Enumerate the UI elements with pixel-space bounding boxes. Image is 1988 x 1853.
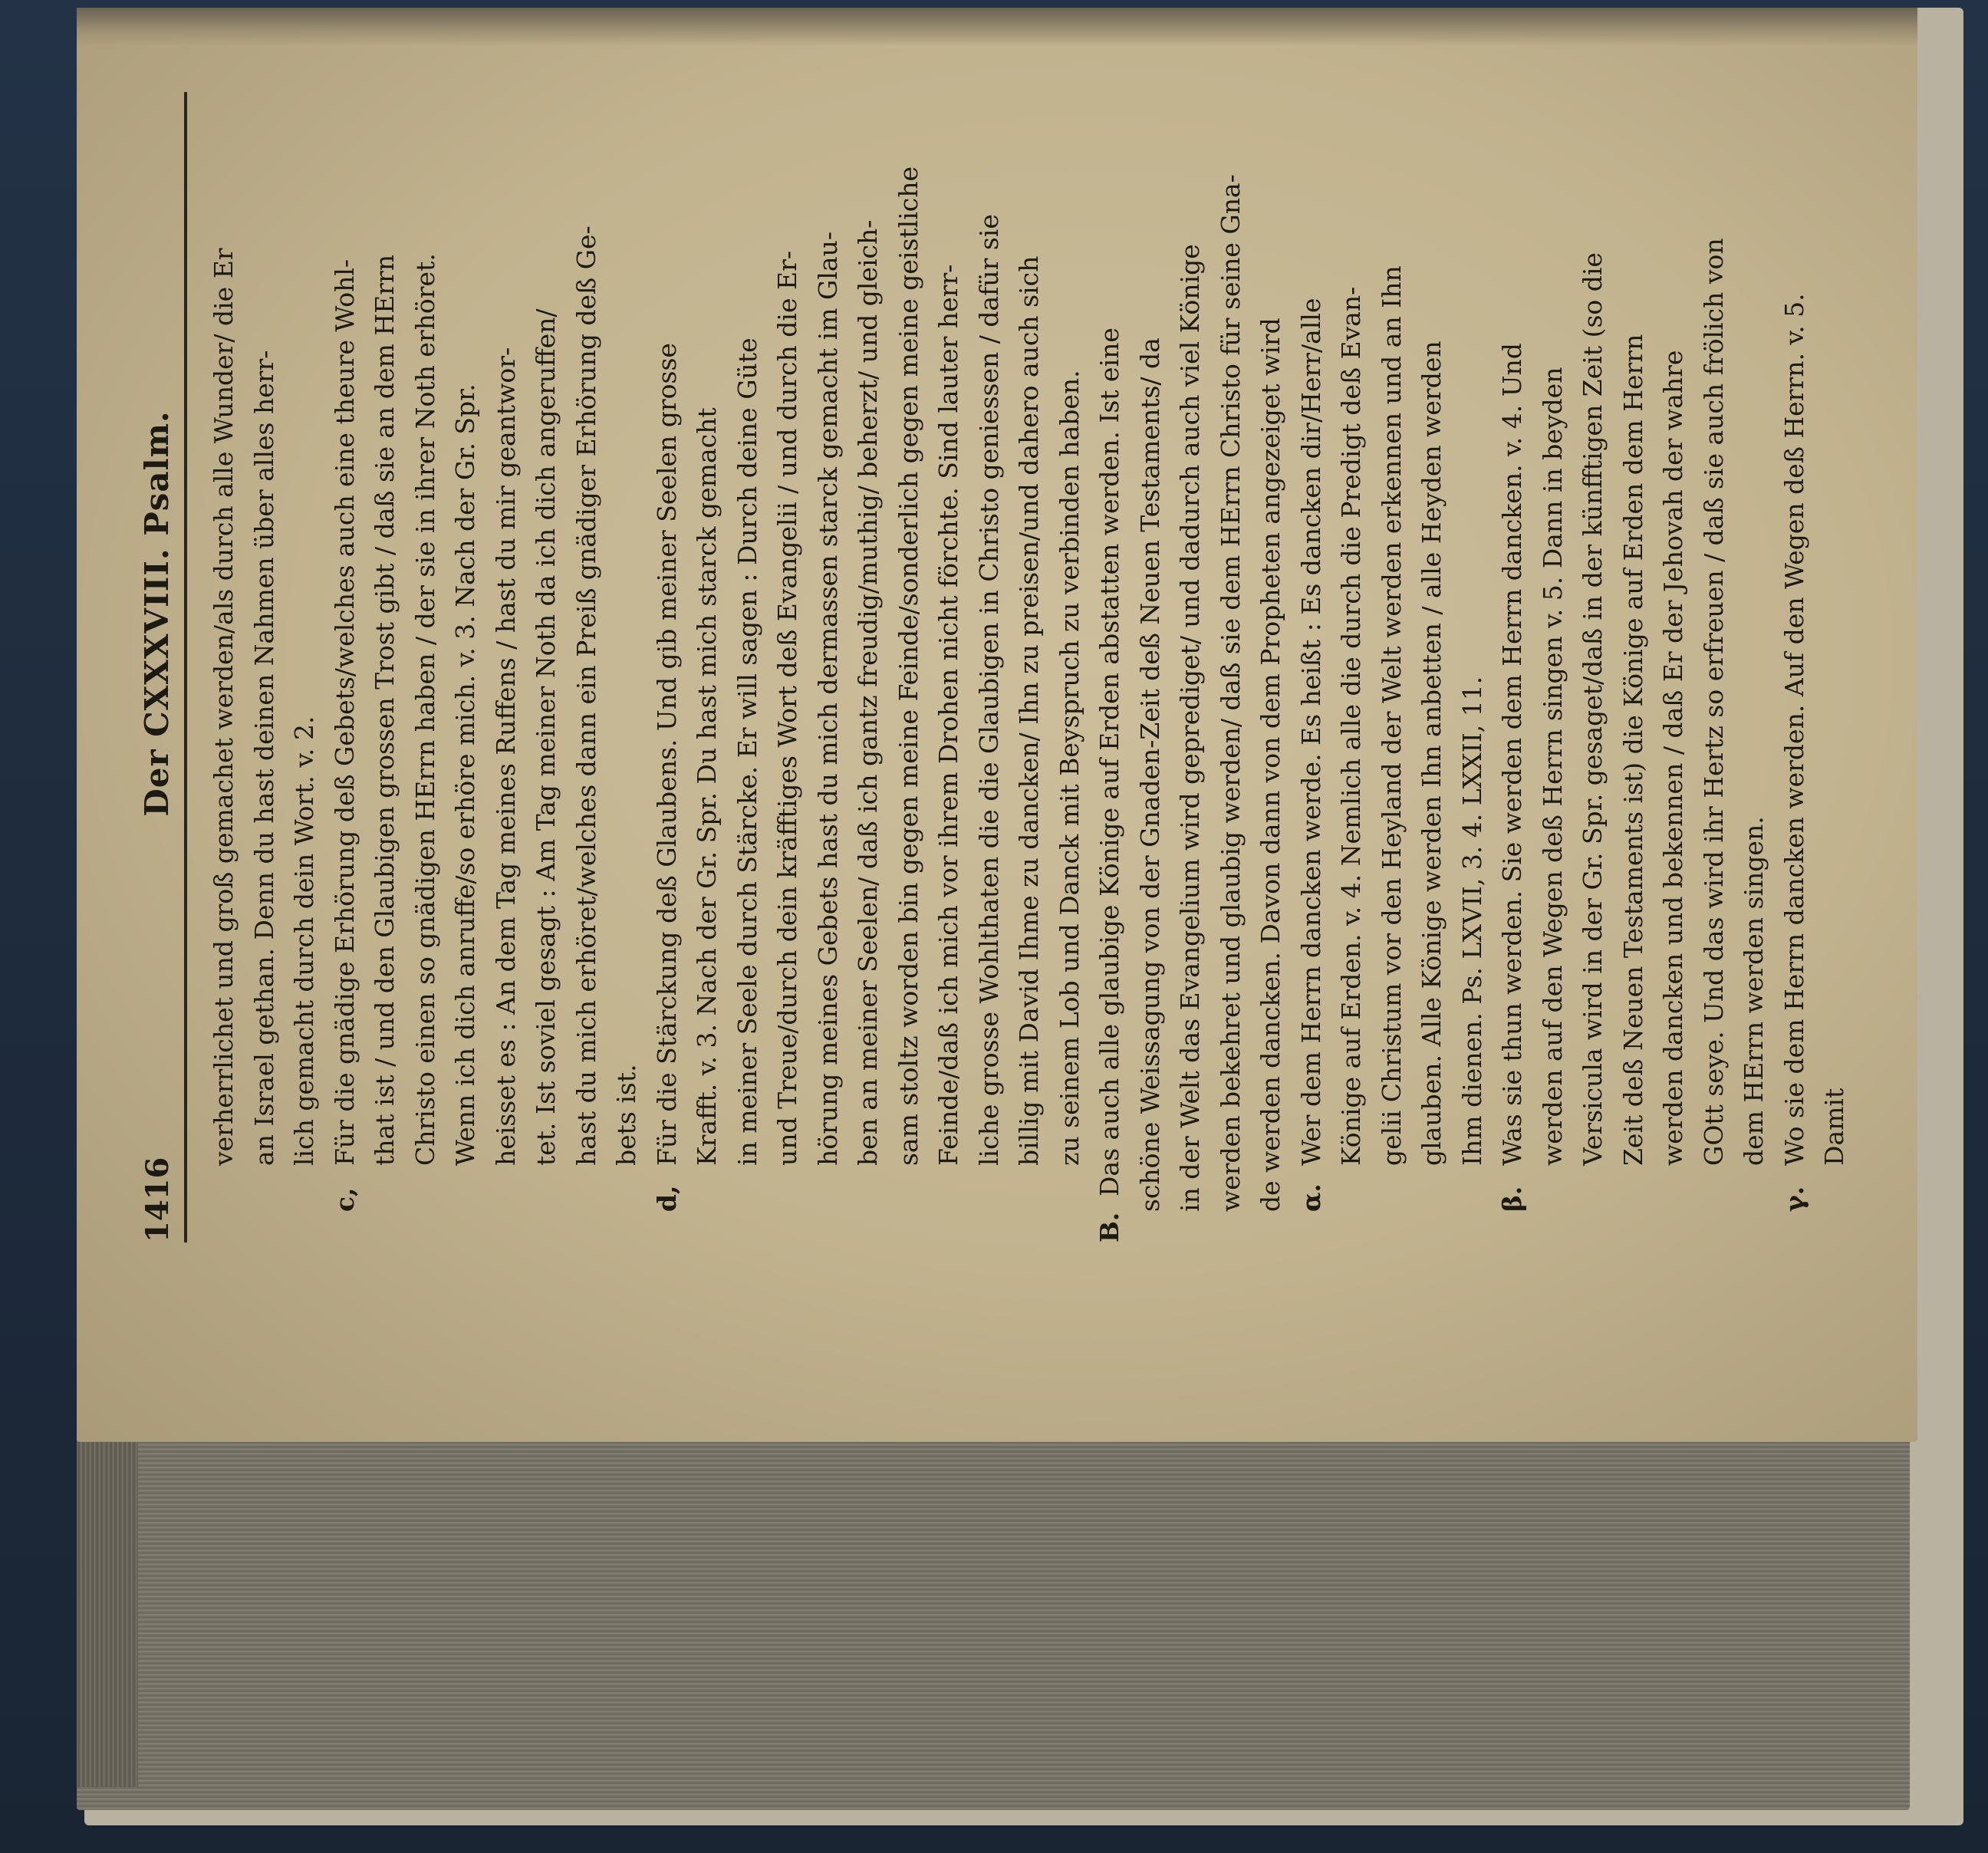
page-text-block [138, 92, 1849, 1242]
line-text: Christo einen so gnädigen HErrn haben / der sie in ihrer Noth erhöret. [410, 253, 440, 1166]
line-text: Ihm dienen. Ps. LXVII, 3. 4. LXXII, 11. [1456, 676, 1487, 1166]
text-line [1050, 92, 1091, 1242]
text-line [1170, 92, 1211, 1242]
line-text: in meiner Seele durch Stärcke. Er will sagen : Durch deine Güte [732, 337, 762, 1166]
line-text: sam stoltz worden bin gegen meine Feinde/sonderlich gegen meine geistliche [893, 166, 923, 1166]
line-text: Für die gnädige Erhörung deß Gebets/welches auch eine theure Wohl- [329, 258, 360, 1166]
text-line [1453, 92, 1493, 1242]
line-text: Wenn ich dich anruffe/so erhöre mich. v. 3. Nach der Gr. Spr. [450, 383, 480, 1166]
line-text: werden auf den Wegen deß Herrn singen v. 5. Dann in beyden [1537, 367, 1568, 1166]
line-text: dem HErrn werden singen. [1739, 816, 1769, 1166]
page-gutter-shadow [77, 8, 1917, 46]
text-line [446, 92, 486, 1242]
text-line [1734, 92, 1775, 1242]
line-text: und Treue/durch dein kräfftiges Wort deß Evangelii / und durch die Er- [772, 251, 802, 1166]
line-text: bets ist. [611, 1064, 641, 1166]
line-text: Krafft. v. 3. Nach der Gr. Spr. Du hast mich starck gemacht [692, 407, 722, 1166]
text-line [607, 92, 647, 1242]
text-line [1533, 92, 1574, 1242]
line-text: werden dancken und bekennen / daß Er der Jehovah der wahre [1658, 350, 1688, 1166]
section-marker: γ. [1779, 1186, 1809, 1212]
text-line [245, 92, 285, 1242]
line-text: gelii Christum vor den Heyland der Welt werden erkennen und an Ihn [1376, 265, 1407, 1166]
text-line [848, 92, 889, 1242]
text-line [486, 92, 527, 1242]
line-text: Wo sie dem Herrn dancken werden. Auf den Wegen deß Herrn. v. 5. [1779, 293, 1809, 1166]
text-line [567, 92, 607, 1242]
page-stack-side [77, 1442, 138, 1787]
section-marker: B. [1094, 1212, 1124, 1242]
text-line [1251, 92, 1292, 1242]
section-marker: α. [1295, 1183, 1326, 1212]
line-text: de werden dancken. Davon dann von dem Propheten angezeiget wird [1256, 318, 1285, 1212]
text-line [1493, 92, 1533, 1242]
text-line [1412, 92, 1453, 1242]
line-text: liche grosse Wohlthaten die die Glaubigen in Christo geniessen / dafür sie [973, 214, 1004, 1166]
text-line [285, 92, 325, 1242]
line-text: Was sie thun werden. Sie werden dem Herrn dancken. v. 4. Und [1497, 343, 1527, 1166]
text-line [728, 92, 769, 1242]
line-text: ben an meiner Seelen/ daß ich gantz freudig/muthig/ beherzt/ und gleich- [853, 219, 883, 1166]
line-text: Zeit deß Neuen Testaments ist) die Könige auf Erden dem Herrn [1618, 334, 1648, 1166]
running-head: Der CXXXVIII. Psalm. [138, 410, 176, 817]
line-text: an Israel gethan. Denn du hast deinen Nahmen über alles herr- [248, 350, 279, 1166]
text-line [808, 92, 849, 1242]
line-text: hörung meines Gebets hast du mich dermassen starck gemacht im Glau- [812, 232, 843, 1166]
line-text: GOtt seye. Und das wird ihr Hertz so erfreuen / daß sie auch frölich von [1698, 238, 1729, 1166]
text-line [526, 92, 567, 1242]
text-line [969, 92, 1010, 1242]
line-text: zu seinem Lob und Danck mit Beyspruch zu verbinden haben. [1054, 370, 1085, 1166]
text-lines [204, 92, 1855, 1242]
section-marker: β. [1497, 1186, 1527, 1212]
line-text: billig mit David Ihme zu dancken/ Ihn zu preisen/und dahero auch sich [1014, 255, 1044, 1166]
line-text: that ist / und den Glaubigen grossen Trost gibt / daß sie an dem HErrn [370, 255, 400, 1166]
line-text: Versicula wird in der Gr. Spr. gesaget/daß in der künfftigen Zeit (so die [1578, 252, 1608, 1166]
line-text: Für die Stärckung deß Glaubens. Und gib meiner Seelen grosse [651, 343, 682, 1166]
line-text: Könige auf Erden. v. 4. Nemlich alle die durch die Predigt deß Evan- [1336, 286, 1366, 1166]
line-text: lich gemacht durch dein Wort. v. 2. [289, 716, 319, 1166]
line-text: Feinde/daß ich mich vor ihrem Drohen nicht förchte. Sind lauter herr- [933, 264, 963, 1166]
text-line [325, 92, 366, 1242]
line-text: werden bekehret und glaubig werden/ daß sie dem HErrn Christo für seine Gna- [1215, 174, 1246, 1212]
text-line [647, 92, 688, 1242]
text-line [1292, 92, 1332, 1242]
text-line [1573, 92, 1614, 1242]
text-line [406, 92, 446, 1242]
text-line [889, 92, 930, 1242]
text-line [1211, 92, 1252, 1242]
text-line [204, 92, 245, 1242]
text-line [365, 92, 406, 1242]
line-text: in der Welt das Evangelium wird geprediget/ und dadurch auch viel Könige [1175, 244, 1205, 1212]
section-marker: d, [651, 1185, 682, 1212]
text-line [1775, 92, 1815, 1242]
line-text: schöne Weissagung von der Gnaden-Zeit deß Neuen Testaments/ da [1134, 337, 1165, 1212]
text-line [1009, 92, 1050, 1242]
page-number: 1416 [140, 1157, 176, 1242]
section-marker: c, [329, 1187, 360, 1212]
text-line [1331, 92, 1372, 1242]
text-line [1372, 92, 1413, 1242]
line-text: heisset es : An dem Tag meines Ruffens / hast du mir geantwor- [490, 347, 521, 1166]
text-line [1815, 92, 1855, 1242]
text-line [768, 92, 808, 1242]
text-line [1694, 92, 1735, 1242]
text-line [929, 92, 969, 1242]
page-stack-edge [77, 1427, 1910, 1810]
line-text: verherrlichet und groß gemachet werden/als durch alle Wunder/ die Er [209, 248, 239, 1166]
text-line [1654, 92, 1694, 1242]
text-line [1090, 92, 1131, 1242]
line-text: Das auch alle glaubige Könige auf Erden abstatten werden. Ist eine [1094, 327, 1124, 1196]
text-line [687, 92, 728, 1242]
line-text: glauben. Alle Könige werden Ihn anbetten / alle Heyden werden [1417, 341, 1447, 1166]
text-line [1131, 92, 1171, 1242]
line-text: tet. Ist soviel gesagt : Am Tag meiner Noth da ich dich angeruffen/ [531, 308, 561, 1166]
line-text: hast du mich erhöret/welches dann ein Preiß gnädiger Erhörung deß Ge- [571, 225, 601, 1166]
page-header [138, 92, 187, 1242]
text-line [1614, 92, 1654, 1242]
line-text: Damit [1819, 1088, 1849, 1166]
line-text: Wer dem Herrn dancken werde. Es heißt : Es dancken dir/Herr/alle [1295, 298, 1326, 1166]
